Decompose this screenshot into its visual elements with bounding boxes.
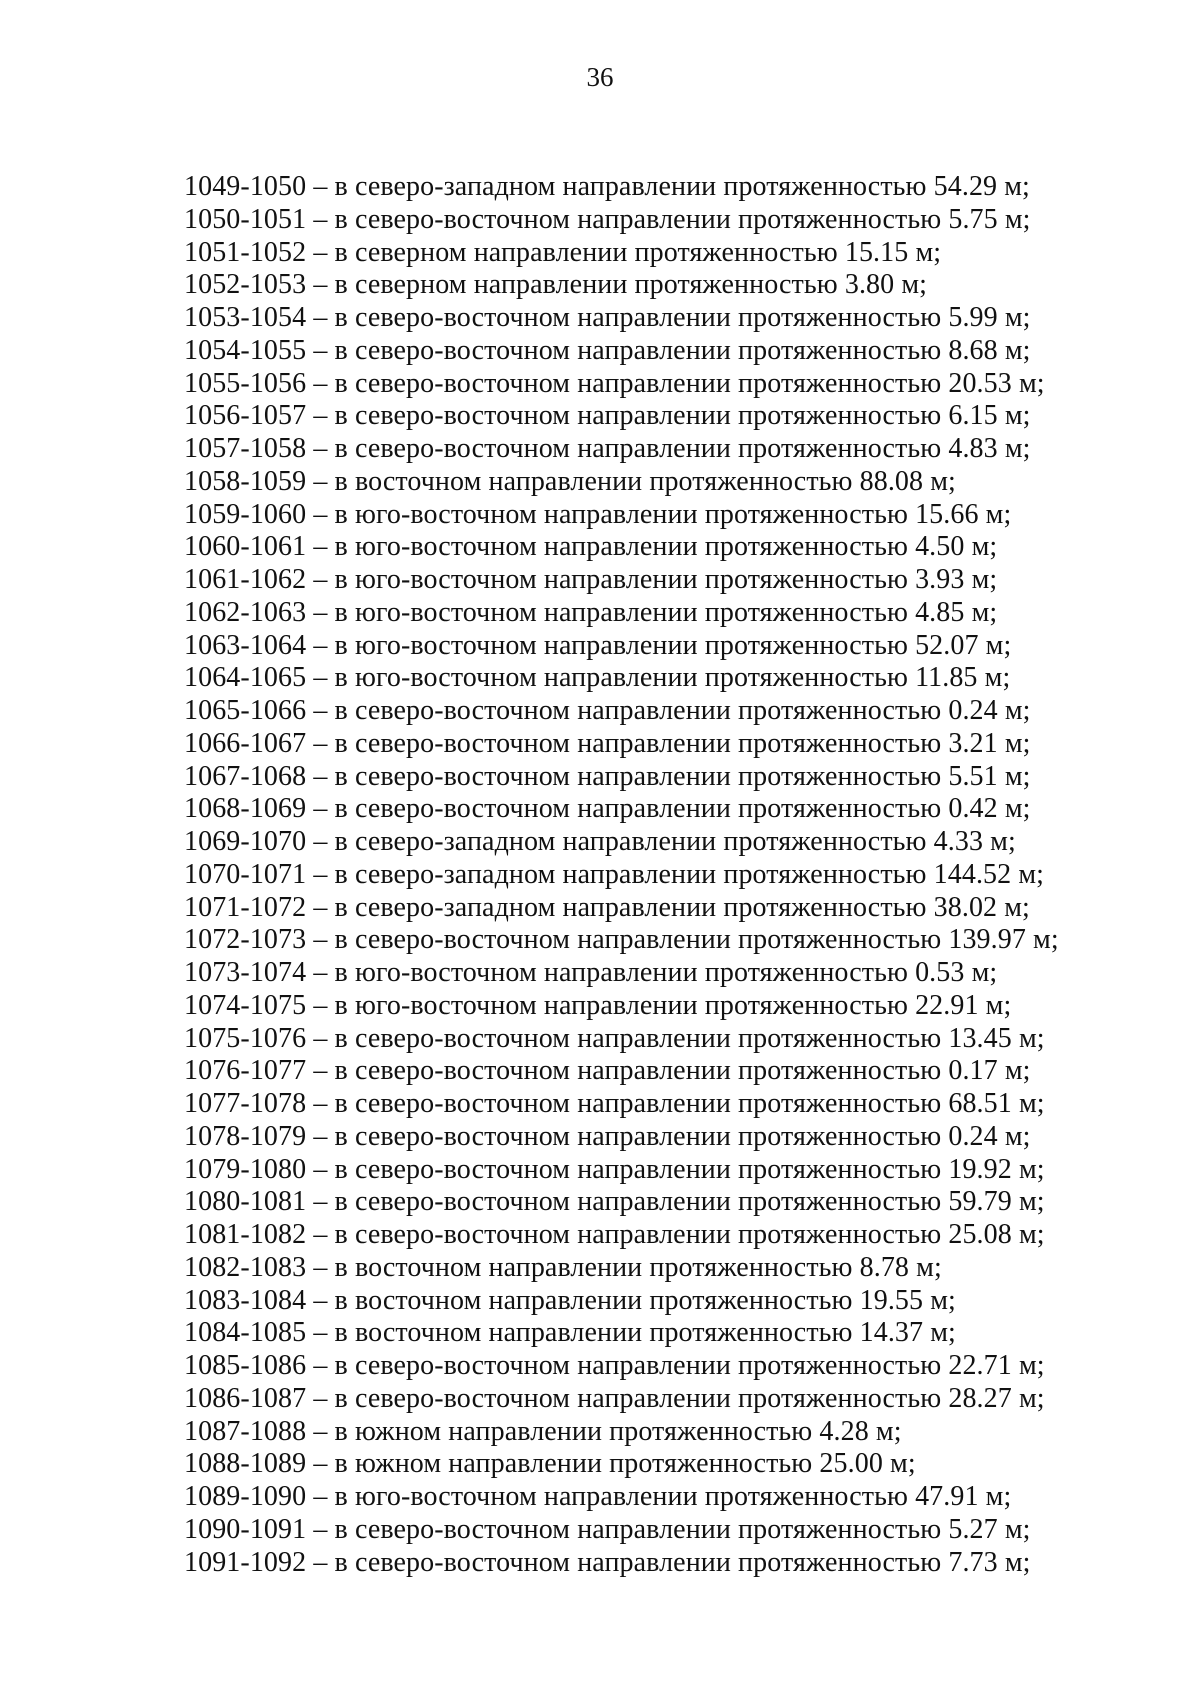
boundary-segment-entry: 1056-1057 – в северо-восточном направлении протяженностью 6.15 м; [184,400,1031,432]
boundary-segment-entry: 1091-1092 – в северо-восточном направлении протяженностью 7.73 м; [184,1546,1031,1578]
boundary-segment-entry: 1085-1086 – в северо-восточном направлении протяженностью 22.71 м; [184,1350,1045,1381]
boundary-segment-entry: 1062-1063 – в юго-восточном направлении протяженностью 4.85 м; [184,596,998,628]
boundary-segment-entry: 1071-1072 – в северо-западном направлении протяженностью 38.02 м; [184,891,1030,923]
boundary-segment-entry: 1050-1051 – в северо-восточном направлении протяженностью 5.75 м; [184,203,1031,235]
boundary-segment-entry: 1087-1088 – в южном направлении протяженностью 4.28 м; [184,1415,902,1447]
boundary-segment-entry: 1076-1077 – в северо-восточном направлении протяженностью 0.17 м; [184,1055,1031,1087]
boundary-segment-entry: 1067-1068 – в северо-восточном направлении протяженностью 5.51 м; [184,760,1031,792]
boundary-segment-entry: 1074-1075 – в юго-восточном направлении протяженностью 22.91 м; [184,989,1012,1021]
boundary-segment-entry: 1083-1084 – в восточном направлении протяженностью 19.55 м; [184,1284,956,1316]
boundary-segment-entry: 1084-1085 – в восточном направлении протяженностью 14.37 м; [184,1317,956,1349]
boundary-segment-entry: 1068-1069 – в северо-восточном направлении протяженностью 0.42 м; [184,793,1031,825]
boundary-segment-entry: 1063-1064 – в юго-восточном направлении протяженностью 52.07 м; [184,629,1012,661]
boundary-segment-entry: 1052-1053 – в северном направлении протяженностью 3.80 м; [184,269,928,301]
page-number: 36 [586,62,614,92]
boundary-segment-entry: 1065-1066 – в северо-восточном направлении протяженностью 0.24 м; [184,695,1031,726]
boundary-segment-entry: 1081-1082 – в северо-восточном направлении протяженностью 25.08 м; [184,1219,1045,1250]
boundary-segment-entry: 1080-1081 – в северо-восточном направлении протяженностью 59.79 м; [184,1186,1045,1218]
boundary-segment-entry: 1066-1067 – в северо-восточном направлении протяженностью 3.21 м; [184,727,1031,759]
boundary-segment-entry: 1049-1050 – в северо-западном направлении протяженностью 54.29 м; [184,171,1030,202]
boundary-segment-entry: 1088-1089 – в южном направлении протяженностью 25.00 м; [184,1448,916,1480]
boundary-segment-entry: 1051-1052 – в северном направлении протяженностью 15.15 м; [184,236,942,268]
boundary-segment-entry: 1075-1076 – в северо-восточном направлении протяженностью 13.45 м; [184,1022,1045,1054]
boundary-segment-entry: 1089-1090 – в юго-восточном направлении протяженностью 47.91 м; [184,1481,1012,1512]
boundary-segment-entry: 1073-1074 – в юго-восточном направлении протяженностью 0.53 м; [184,957,998,988]
boundary-segment-entry: 1053-1054 – в северо-восточном направлении протяженностью 5.99 м; [184,302,1031,333]
boundary-segment-entry: 1069-1070 – в северо-западном направлении протяженностью 4.33 м; [184,826,1016,857]
boundary-segment-entry: 1061-1062 – в юго-восточном направлении протяженностью 3.93 м; [184,564,998,595]
boundary-segment-entry: 1055-1056 – в северо-восточном направлении протяженностью 20.53 м; [184,367,1045,399]
boundary-segment-entry: 1082-1083 – в восточном направлении протяженностью 8.78 м; [184,1251,942,1283]
boundary-segment-entry: 1086-1087 – в северо-восточном направлении протяженностью 28.27 м; [184,1382,1045,1414]
boundary-segment-entry: 1077-1078 – в северо-восточном направлении протяженностью 68.51 м; [184,1088,1045,1119]
boundary-segment-entry: 1059-1060 – в юго-восточном направлении протяженностью 15.66 м; [184,498,1012,530]
boundary-segment-entry: 1070-1071 – в северо-западном направлении протяженностью 144.52 м; [184,858,1045,890]
boundary-segment-entry: 1057-1058 – в северо-восточном направлении протяженностью 4.83 м; [184,433,1031,464]
boundary-segment-list [184,171,1164,1579]
boundary-segment-entry: 1058-1059 – в восточном направлении протяженностью 88.08 м; [184,465,956,497]
boundary-segment-entry: 1079-1080 – в северо-восточном направлении протяженностью 19.92 м; [184,1153,1045,1185]
boundary-segment-entry: 1054-1055 – в северо-восточном направлении протяженностью 8.68 м; [184,334,1031,366]
boundary-segment-entry: 1060-1061 – в юго-восточном направлении протяженностью 4.50 м; [184,531,998,563]
boundary-segment-entry: 1064-1065 – в юго-восточном направлении протяженностью 11.85 м; [184,662,1011,694]
boundary-segment-entry: 1078-1079 – в северо-восточном направлении протяженностью 0.24 м; [184,1120,1031,1152]
boundary-segment-entry: 1090-1091 – в северо-восточном направлении протяженностью 5.27 м; [184,1513,1031,1545]
boundary-segment-entry: 1072-1073 – в северо-восточном направлении протяженностью 139.97 м; [184,924,1059,956]
